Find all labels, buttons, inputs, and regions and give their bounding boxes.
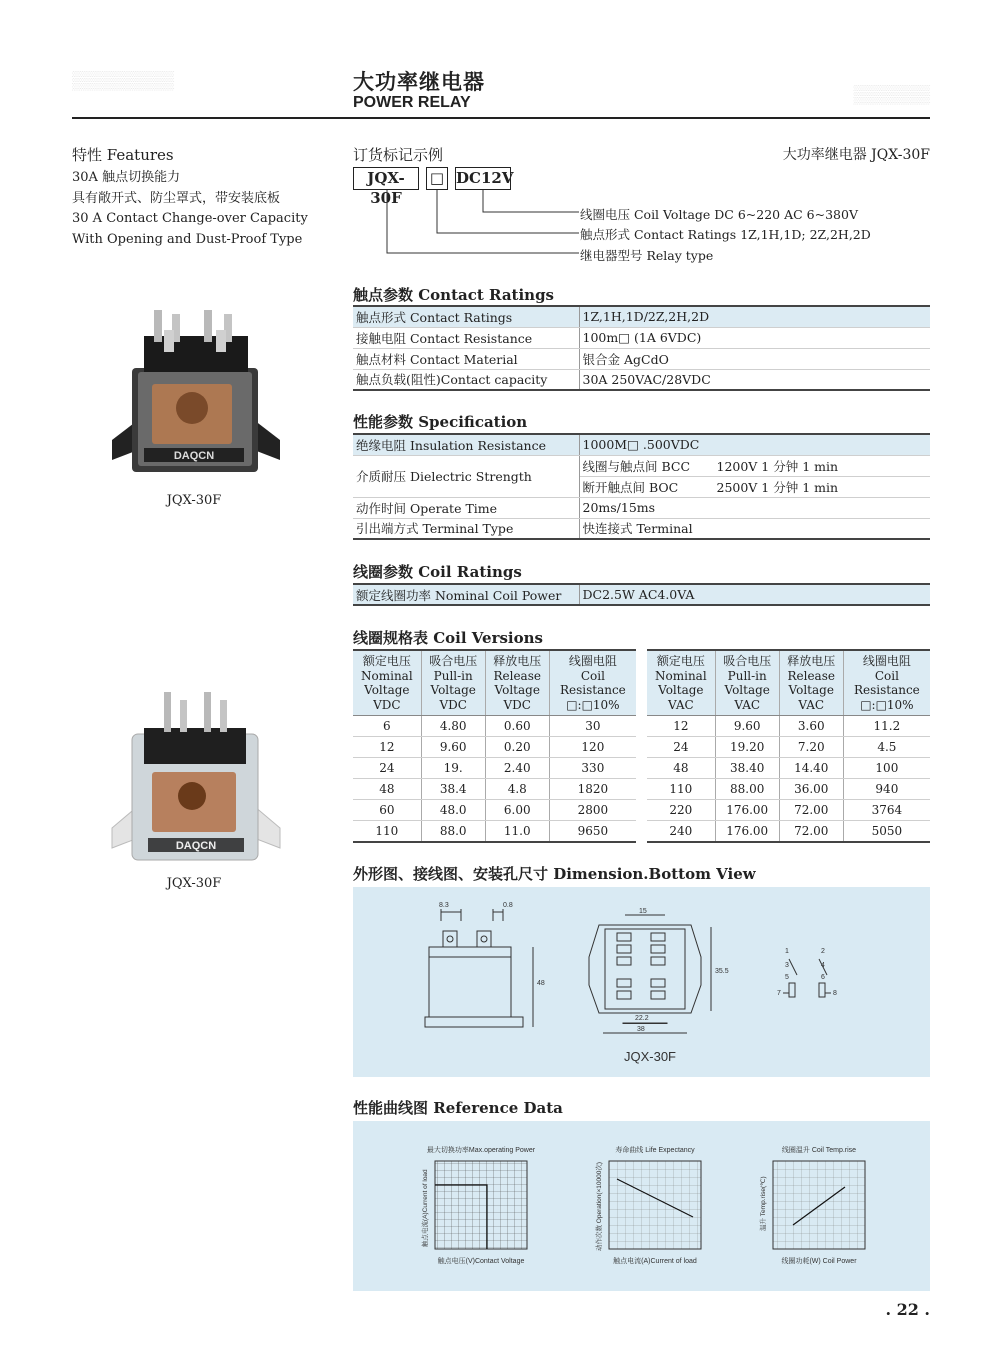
page-title-cn: 大功率继电器 <box>353 70 485 94</box>
spec-value: DC2.5W AC4.0VA <box>579 584 930 605</box>
column-header: 释放电压 Release Voltage VAC <box>779 650 843 716</box>
table-row <box>353 348 930 369</box>
dim-label: 35.5 <box>715 968 729 975</box>
dielectric-bcc-value: 1200V 1 分钟 1 min <box>716 458 839 474</box>
table-row <box>353 434 930 455</box>
specification-title: 性能参数 Specification <box>353 413 528 431</box>
table-row <box>353 369 930 390</box>
order-lead-contact: 触点形式 Contact Ratings 1Z,1H,1D; 2Z,2H,2D <box>580 227 871 242</box>
spec-key: 绝缘电阻 Insulation Resistance <box>353 434 579 455</box>
dimension-title: 外形图、接线图、安装孔尺寸 Dimension.Bottom View <box>353 865 756 883</box>
contact-ratings-table <box>353 305 930 391</box>
column-header: 额定电压 Nominal Voltage VDC <box>353 650 421 716</box>
table-row <box>353 327 930 348</box>
ghost-text-left: ▒▒▒▒▒▒▒▒ <box>72 70 175 90</box>
table-row <box>353 518 930 539</box>
table-row <box>353 584 930 605</box>
svg-text:DAQCN: DAQCN <box>175 840 217 852</box>
product-caption-2: JQX-30F <box>166 876 222 891</box>
table-row: 110 88.00 36.00 940 <box>647 779 930 800</box>
dim-label: 48 <box>537 980 545 987</box>
coil-versions-title: 线圈规格表 Coil Versions <box>353 629 543 647</box>
spec-key: 动作时间 Operate Time <box>353 497 579 518</box>
order-product-label: 大功率继电器 JQX-30F <box>782 147 930 163</box>
column-header: 额定电压 Nominal Voltage VAC <box>647 650 715 716</box>
column-header: 线圈电阻 Coil Resistance □:□10% <box>549 650 636 716</box>
dielectric-bcc-label: 线圈与触点间 BCC <box>582 458 691 474</box>
spec-value: 30A 250VAC/28VDC <box>579 369 930 390</box>
reference-title: 性能曲线图 Reference Data <box>353 1099 563 1117</box>
pin-label: 4 <box>821 962 825 969</box>
coil-ratings-table <box>353 583 930 606</box>
pin-label: 3 <box>785 962 789 969</box>
spec-key: 介质耐压 Dielectric Strength <box>353 455 579 497</box>
specification-table <box>353 433 930 540</box>
svg-text:DAQCN: DAQCN <box>173 450 215 462</box>
dimension-panel <box>353 887 930 1077</box>
features-title: 特性 Features <box>72 146 174 164</box>
table-row: 6 4.80 0.60 30 <box>353 716 636 737</box>
column-header: 吸合电压 Pull-in Voltage VDC <box>421 650 485 716</box>
table-row: 24 19. 2.40 330 <box>353 758 636 779</box>
pin-label: 2 <box>821 948 825 955</box>
dim-label: 8.3 <box>439 902 449 909</box>
page-title-en: POWER RELAY <box>353 94 471 111</box>
features-block <box>72 144 332 250</box>
dim-label: 0.8 <box>503 902 513 909</box>
reference-curves <box>353 1121 930 1291</box>
table-row <box>353 306 930 327</box>
order-box-model: JQX-30F <box>353 167 419 190</box>
chart-title: 寿命曲线 Life Expectancy <box>615 1147 695 1154</box>
dim-label: 15 <box>639 908 647 915</box>
spec-key: 触点材料 Contact Material <box>353 348 579 369</box>
product-caption-1: JQX-30F <box>166 493 222 508</box>
order-lead-type: 继电器型号 Relay type <box>580 248 714 263</box>
order-lead-coil: 线圈电压 Coil Voltage DC 6~220 AC 6~380V <box>580 207 858 222</box>
order-box-contact: □ <box>426 167 448 190</box>
feature-line: 30A 触点切换能力 <box>72 170 181 185</box>
contact-ratings-title: 触点参数 Contact Ratings <box>353 286 554 304</box>
spec-value <box>579 455 930 476</box>
column-header: 线圈电阻 Coil Resistance □:□10% <box>843 650 930 716</box>
table-row: 12 9.60 0.20 120 <box>353 737 636 758</box>
dimension-drawing <box>353 887 930 1077</box>
reference-panel <box>353 1121 930 1291</box>
table-row <box>353 497 930 518</box>
spec-key: 引出端方式 Terminal Type <box>353 518 579 539</box>
relay-photo-open <box>108 300 284 480</box>
chart-xlabel: 线圈功耗(W) Coil Power <box>781 1258 857 1265</box>
table-row: 110 88.0 11.0 9650 <box>353 821 636 842</box>
dim-label: 38 <box>637 1026 645 1033</box>
spec-key: 触点负载(阻性)Contact capacity <box>353 369 579 390</box>
pin-label: 5 <box>785 974 789 981</box>
table-row: 24 19.20 7.20 4.5 <box>647 737 930 758</box>
feature-line: 30 A Contact Change-over Capacity <box>72 211 308 226</box>
dielectric-boc-label: 断开触点间 BOC <box>582 479 679 495</box>
pin-label: 6 <box>821 974 825 981</box>
ghost-text-right: ▒▒▒▒▒▒ <box>853 84 930 104</box>
spec-value: 快连接式 Terminal <box>579 518 930 539</box>
pin-label: 7 <box>777 990 781 997</box>
dielectric-boc-value: 2500V 1 分钟 1 min <box>716 479 839 495</box>
chart-xlabel: 触点电压(V)Contact Voltage <box>437 1258 525 1265</box>
pin-label: 8 <box>833 990 837 997</box>
relay-photo-dustproof <box>108 688 284 868</box>
order-box-voltage: DC12V <box>455 167 511 190</box>
spec-value: 1Z,1H,1D/2Z,2H,2D <box>579 306 930 327</box>
spec-key: 额定线圈功率 Nominal Coil Power <box>353 584 579 605</box>
chart-xlabel: 触点电流(A)Current of load <box>613 1258 697 1265</box>
page-number: . 22 . <box>885 1300 930 1319</box>
table-row: 48 38.40 14.40 100 <box>647 758 930 779</box>
spec-value <box>579 476 930 497</box>
spec-value: 20ms/15ms <box>579 497 930 518</box>
header-rule <box>72 117 930 119</box>
coil-ratings-title: 线圈参数 Coil Ratings <box>353 563 522 581</box>
table-row: 60 48.0 6.00 2800 <box>353 800 636 821</box>
table-row: 240 176.00 72.00 5050 <box>647 821 930 842</box>
table-row: 48 38.4 4.8 1820 <box>353 779 636 800</box>
feature-line: With Opening and Dust-Proof Type <box>72 231 303 247</box>
spec-value: 1000M□ .500VDC <box>579 434 930 455</box>
chart-title: 最大切换功率Max.operating Power <box>426 1147 536 1154</box>
table-row <box>353 455 930 476</box>
spec-key: 触点形式 Contact Ratings <box>353 306 579 327</box>
order-lead-lines <box>353 190 583 260</box>
coil-versions-dc-table <box>353 649 636 843</box>
chart-ylabel: 动作次数 Operation(×10000次) <box>596 1161 603 1251</box>
order-title: 订货标记示例 <box>353 146 444 164</box>
dim-label: 22.2 <box>635 1015 649 1022</box>
spec-key: 接触电阻 Contact Resistance <box>353 327 579 348</box>
chart-ylabel: 温升 Temp.rise(℃) <box>760 1176 767 1231</box>
chart-title: 线圈温升 Coil Temp.rise <box>781 1147 857 1154</box>
chart-ylabel: 触点电流(A)Current of load <box>422 1169 429 1247</box>
pin-label: 1 <box>785 948 789 955</box>
coil-versions-ac-table <box>647 649 930 843</box>
feature-line: 具有敞开式、防尘罩式，带安装底板 <box>72 190 281 206</box>
table-row: 220 176.00 72.00 3764 <box>647 800 930 821</box>
column-header: 吸合电压 Pull-in Voltage VAC <box>715 650 779 716</box>
spec-value: 银合金 AgCdO <box>579 348 930 369</box>
dimension-model-label: JQX-30F <box>623 1049 677 1064</box>
column-header: 释放电压 Release Voltage VDC <box>485 650 549 716</box>
table-row: 12 9.60 3.60 11.2 <box>647 716 930 737</box>
spec-value: 100m□ (1A 6VDC) <box>579 327 930 348</box>
